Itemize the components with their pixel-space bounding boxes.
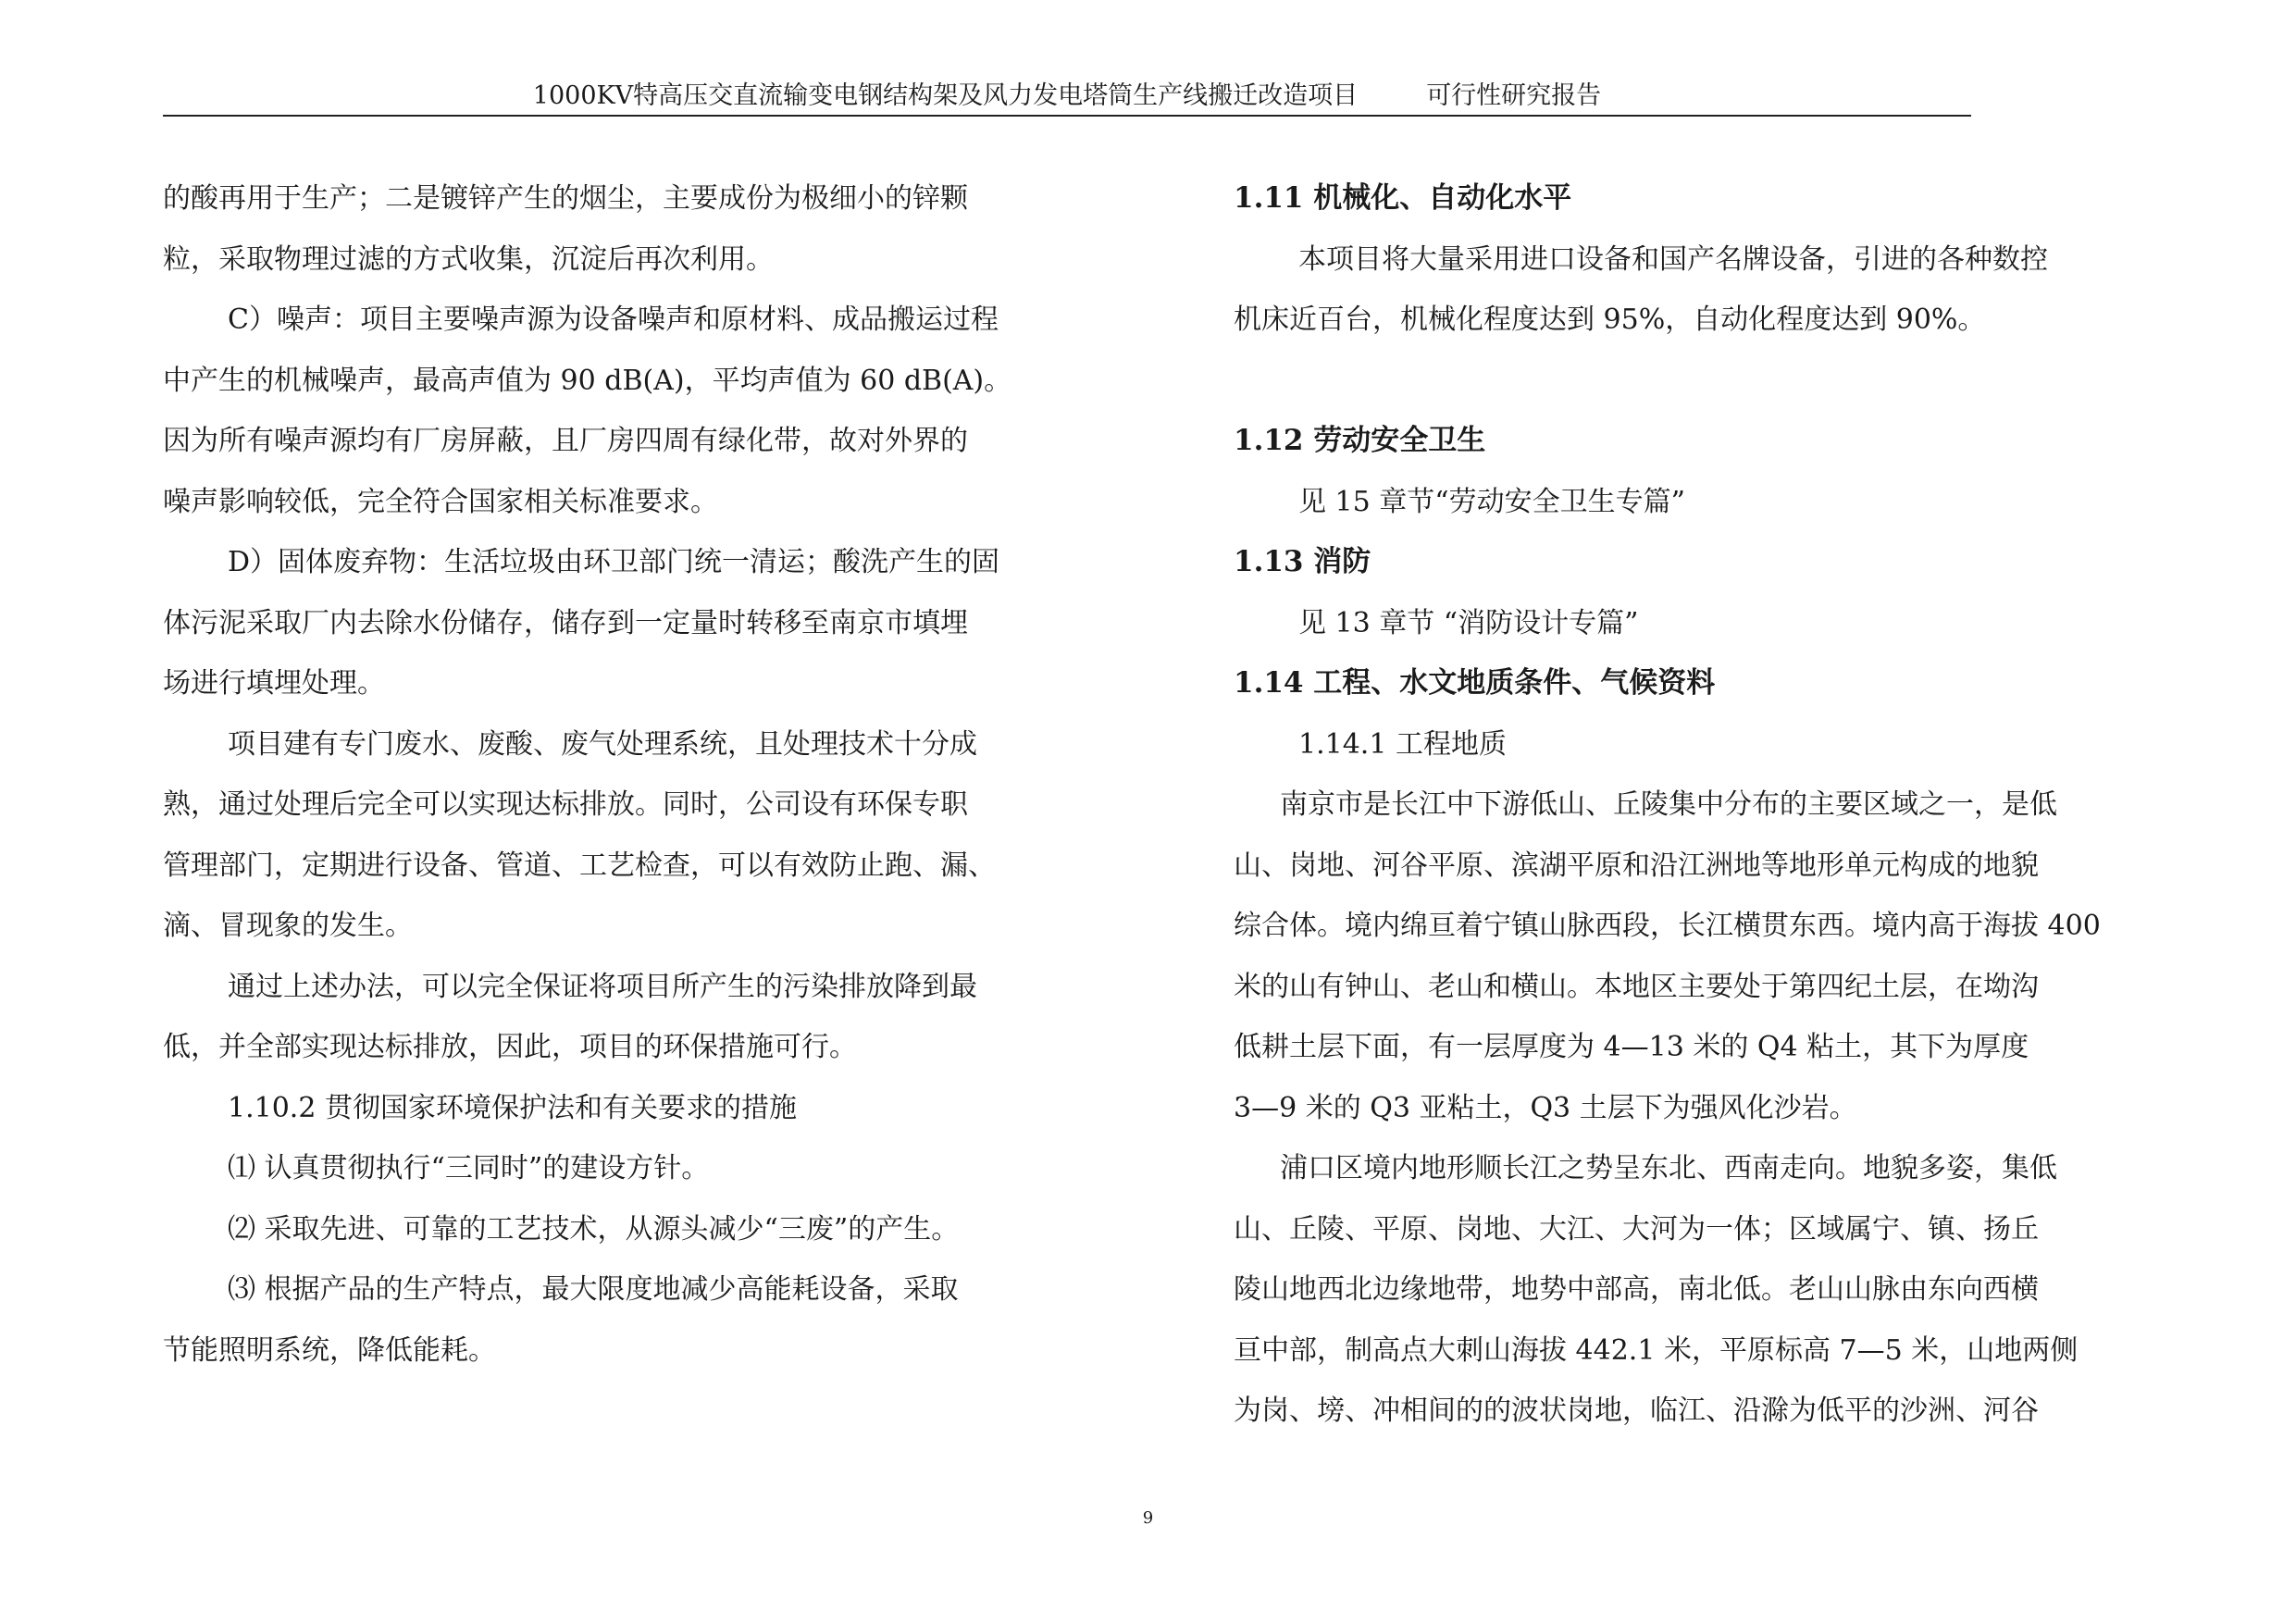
body-line: 节能照明系统，降低能耗。 — [163, 1333, 496, 1367]
body-line: 的酸再用于生产；二是镀锌产生的烟尘，主要成份为极细小的锌颗 — [163, 182, 968, 215]
section-heading-1-12: 1.12 劳动安全卫生 — [1234, 424, 1486, 457]
body-line: 见 13 章节 “消防设计专篇” — [1298, 606, 1639, 639]
body-line: 项目建有专门废水、废酸、废气处理系统，且处理技术十分成 — [228, 727, 977, 761]
body-line: 浦口区境内地形顺长江之势呈东北、西南走向。地貌多姿，集低 — [1280, 1152, 2057, 1184]
list-item: ⑵ 采取先进、可靠的工艺技术，从源头减少“三废”的产生。 — [228, 1212, 960, 1246]
body-line: 因为所有噪声源均有厂房屏蔽，且厂房四周有绿化带，故对外界的 — [163, 425, 968, 457]
body-line: 机床近百台，机械化程度达到 95%，自动化程度达到 90%。 — [1234, 304, 1986, 336]
body-line: 通过上述办法，可以完全保证将项目所产生的污染排放降到最 — [228, 970, 977, 1003]
header-report-type: 可行性研究报告 — [1426, 81, 1602, 110]
list-item: ⑴ 认真贯彻执行“三同时”的建设方针。 — [228, 1152, 710, 1184]
body-line: 场进行填埋处理。 — [163, 667, 385, 700]
body-line: 粒，采取物理过滤的方式收集，沉淀后再次利用。 — [163, 242, 774, 276]
body-line: 噪声影响较低，完全符合国家相关标准要求。 — [163, 485, 718, 518]
right-column — [1234, 168, 2159, 1442]
section-heading-1-14: 1.14 工程、水文地质条件、气候资料 — [1234, 666, 1716, 700]
body-line: 南京市是长江中下游低山、丘陵集中分布的主要区域之一，是低 — [1280, 788, 2057, 821]
body-line: C）噪声：项目主要噪声源为设备噪声和原材料、成品搬运过程 — [228, 304, 999, 336]
body-line: 熟，通过处理后完全可以实现达标排放。同时，公司设有环保专职 — [163, 788, 968, 821]
body-line: 见 15 章节“劳动安全卫生专篇” — [1298, 485, 1685, 518]
left-column — [163, 168, 1088, 1381]
body-line: 为岗、塝、冲相间的的波状岗地，临江、沿滁为低平的沙洲、河谷 — [1234, 1395, 2039, 1427]
body-line: 亘中部，制高点大刺山海拔 442.1 米，平原标高 7—5 米，山地两侧 — [1234, 1333, 2079, 1367]
body-line: 山、岗地、河谷平原、滨湖平原和沿江洲地等地形单元构成的地貌 — [1234, 849, 2039, 882]
page-number: 9 — [1142, 1508, 1154, 1528]
body-line: 管理部门，定期进行设备、管道、工艺检查，可以有效防止跑、漏、 — [163, 849, 996, 882]
header-project-title: 1000KV特高压交直流输变电钢结构架及风力发电塔筒生产线搬迁改造项目 — [532, 81, 1359, 110]
page-header — [163, 78, 1971, 117]
body-line: D）固体废弃物：生活垃圾由环卫部门统一清运；酸洗产生的固 — [228, 546, 1000, 578]
list-item: ⑶ 根据产品的生产特点，最大限度地减少高能耗设备，采取 — [228, 1273, 959, 1306]
body-line: 中产生的机械噪声，最高声值为 90 dB(A)，平均声值为 60 dB(A)。 — [163, 364, 1012, 397]
body-line: 滴、冒现象的发生。 — [163, 910, 413, 942]
body-line: 低耕土层下面，有一层厚度为 4—13 米的 Q4 粘土，其下为厚度 — [1234, 1031, 2029, 1063]
body-line: 米的山有钟山、老山和横山。本地区主要处于第四纪土层，在坳沟 — [1234, 970, 2039, 1003]
section-heading-1-13: 1.13 消防 — [1234, 545, 1371, 578]
body-line: 低，并全部实现达标排放，因此，项目的环保措施可行。 — [163, 1031, 857, 1063]
body-line: 山、丘陵、平原、岗地、大江、大河为一体；区域属宁、镇、扬丘 — [1234, 1212, 2039, 1246]
body-line: 体污泥采取厂内去除水份储存，储存到一定量时转移至南京市填埋 — [163, 606, 968, 639]
body-line: 陵山地西北边缘地带，地势中部高，南北低。老山山脉由东向西横 — [1234, 1273, 2039, 1306]
body-line: 本项目将大量采用进口设备和国产名牌设备，引进的各种数控 — [1298, 242, 2048, 276]
subsection-heading: 1.10.2 贯彻国家环境保护法和有关要求的措施 — [228, 1091, 797, 1124]
subsection-heading: 1.14.1 工程地质 — [1298, 727, 1507, 761]
section-heading-1-11: 1.11 机械化、自动化水平 — [1234, 181, 1572, 215]
body-line: 综合体。境内绵亘着宁镇山脉西段，长江横贯东西。境内高于海拔 400 — [1234, 910, 2101, 942]
body-line: 3—9 米的 Q3 亚粘土，Q3 土层下为强风化沙岩。 — [1234, 1091, 1857, 1124]
